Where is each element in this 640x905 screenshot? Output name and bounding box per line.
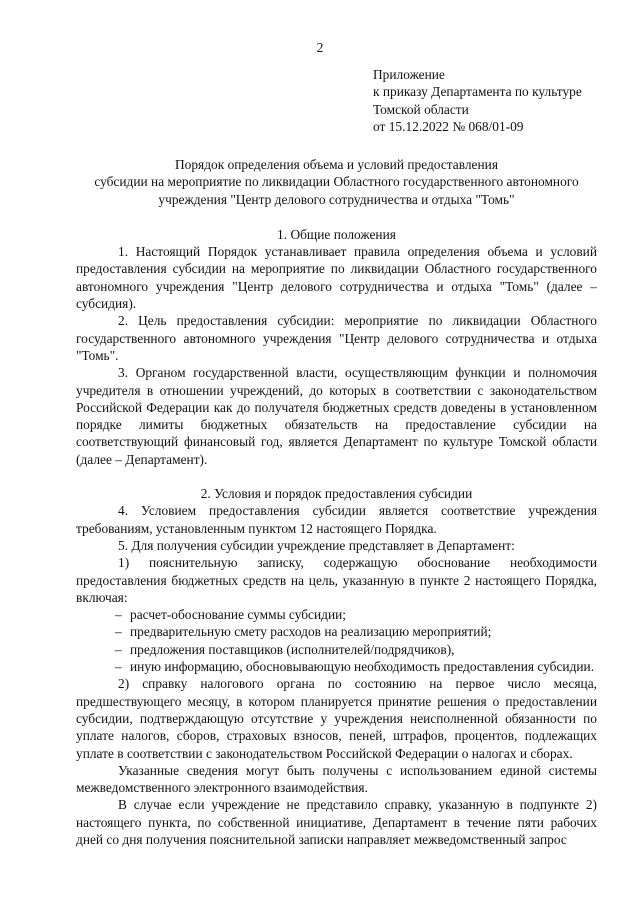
appendix-line: к приказу Департамента по культуре (373, 84, 582, 100)
list-dash: – (115, 641, 122, 657)
list-item (76, 641, 597, 658)
paragraph: 2) справку налогового органа по состоянию на первое число месяца, предшествующего месяцу, в котором планируется принятие решения о предоставлении субсидии, подтверждающую отсутствие у учреждения неисполненной обязанности по уплате налогов, сборов, страховых взносов, пеней, штрафов, процентов, подлежащих уплате в соответствии с законодательством Российской Федерации о налогах и сборах. (76, 676, 597, 761)
paragraph: В случае если учреждение не представило справку, указанную в подпункте 2) настоящего пункта, по собственной инициативе, Департамент в течение пяти рабочих дней со дня получения пояснительной записки направляет межведомственный запрос (76, 797, 597, 847)
list-dash: – (115, 607, 122, 623)
paragraph: 5. Для получения субсидии учреждение представляет в Департамент: (118, 537, 515, 553)
document-title (76, 156, 597, 208)
title-line: субсидии на мероприятие по ликвидации Областного государственного автономного (94, 174, 579, 190)
list-dash: – (115, 624, 122, 640)
section-heading-conditions: 2. Условия и порядок предоставления субсидии (200, 486, 473, 502)
list-item-text: предложения поставщиков (исполнителей/подрядчиков), (130, 641, 455, 657)
list-item-text: предварительную смету расходов на реализацию мероприятий; (130, 624, 492, 640)
document-body (76, 156, 597, 848)
paragraph: 2. Цель предоставления субсидии: мероприятие по ликвидации Областного государственного автономного учреждения "Центр делового сотрудничества и отдыха "Томь". (76, 313, 597, 363)
title-line: учреждения "Центр делового сотрудничества и отдыха "Томь" (158, 191, 515, 207)
appendix-line: Приложение (373, 67, 445, 82)
section-heading-general: 1. Общие положения (277, 226, 396, 242)
list-item (76, 658, 597, 675)
paragraph: 1) пояснительную записку, содержащую обоснование необходимости предоставления бюджетных средств на цель, указанную в пункте 2 настоящего Порядка, включая: (76, 555, 597, 605)
page-number: 2 (316, 40, 324, 55)
document-list (76, 606, 597, 675)
list-dash: – (115, 659, 122, 675)
appendix-line: от 15.12.2022 № 068/01-09 (373, 118, 524, 134)
paragraph: 4. Условием предоставления субсидии является соответствие учреждения требованиям, установленным пунктом 12 настоящего Порядка. (76, 503, 597, 536)
paragraph: 1. Настоящий Порядок устанавливает правила определения объема и условий предоставления субсидии на мероприятие по ликвидации Областного государственного автономного учреждения "Центр делового сотрудничества и отдыха "Томь" (далее – субсидия). (76, 244, 597, 312)
paragraph: Указанные сведения могут быть получены с использованием единой системы межведомственного электронного взаимодействия. (76, 762, 597, 796)
title-line: Порядок определения объема и условий предоставления (174, 157, 498, 172)
list-item (76, 606, 597, 623)
appendix-line: Томской области (373, 101, 469, 117)
list-item-text: расчет-обоснование суммы субсидии; (130, 607, 347, 623)
paragraph: 3. Органом государственной власти, осуществляющим функции и полномочия учредителя в отношении учреждений, до которых в соответствии с законодательством Российской Федерации как до получателя бюджетных средств доведены в установленном порядке лимиты бюджетных обязательств на предоставление субсидии на соответствующий финансовый год, является Департамент по культуре Томской области (далее – Департамент). (76, 365, 597, 467)
list-item (76, 623, 597, 640)
appendix-block (373, 66, 635, 135)
list-item-text: иную информацию, обосновывающую необходимость предоставления субсидии. (130, 659, 595, 675)
